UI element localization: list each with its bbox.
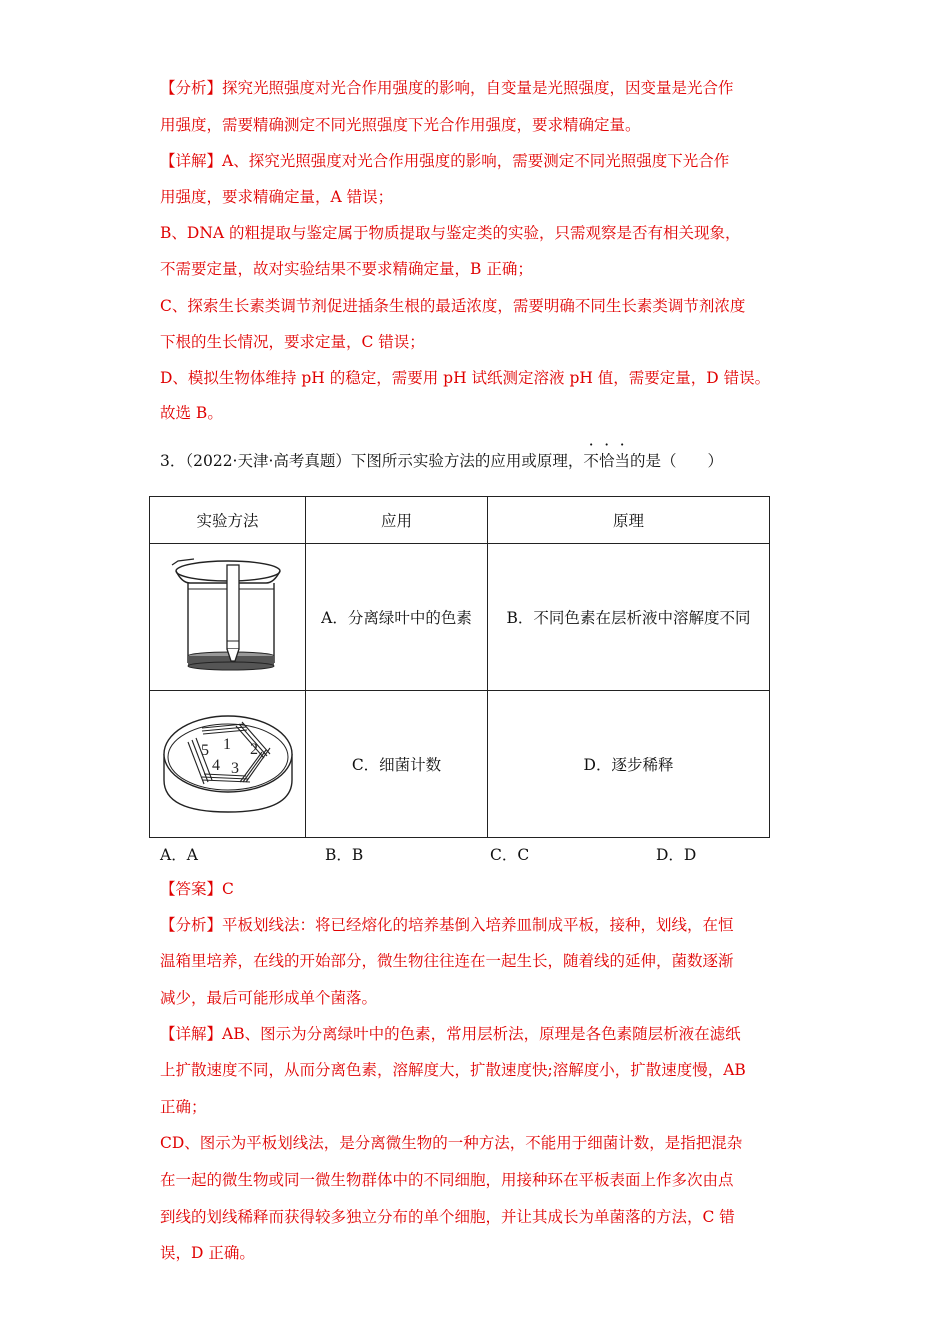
principle-b: B．不同色素在层析液中溶解度不同: [488, 544, 770, 691]
detail-2-line-5: 在一起的微生物或同一微生物群体中的不同细胞，用接种环在平板表面上作多次由点: [160, 1171, 734, 1189]
header-principle: 原理: [488, 497, 770, 544]
answer-line: 【答案】C: [160, 880, 234, 898]
detail-1-line-7: D、模拟生物体维持 pH 的稳定，需要用 pH 试纸测定溶液 pH 值，需要定量，D 错误。: [160, 369, 771, 387]
application-c: C．细菌计数: [306, 691, 488, 838]
option-d[interactable]: D．D: [656, 846, 697, 864]
detail-1-line-3: B、DNA 的粗提取与鉴定属于物质提取与鉴定类的实验，只需观察是否有相关现象，: [160, 224, 741, 242]
detail-1-line-1: 【详解】A、探究光照强度对光合作用强度的影响，需要测定不同光照强度下光合作: [160, 152, 730, 170]
header-method: 实验方法: [150, 497, 306, 544]
application-a: A．分离绿叶中的色素: [306, 544, 488, 691]
streak-plate-icon: [158, 702, 298, 822]
chromatography-figure-cell: [150, 544, 306, 691]
detail-2-line-2: 上扩散速度不同，从而分离色素，溶解度大，扩散速度快;溶解度小，扩散速度慢，AB: [160, 1061, 746, 1079]
plate-zone-4: 4: [211, 757, 220, 774]
experiment-method-table: [149, 496, 770, 838]
detail-2-line-7: 误，D 正确。: [160, 1244, 255, 1262]
detail-1-line-2: 用强度，要求精确定量，A 错误；: [160, 188, 394, 206]
table-row-chromatography: [150, 544, 770, 691]
detail-1-line-4: 不需要定量，故对实验结果不要求精确定量，B 正确；: [160, 260, 533, 278]
option-c[interactable]: C．C: [490, 846, 530, 864]
table-row-streak-plate: [150, 691, 770, 838]
emphasis-char-1: 不: [583, 452, 599, 470]
detail-1-line-8: 故选 B。: [160, 404, 223, 422]
detail-2-line-4: CD、图示为平板划线法，是分离微生物的一种方法，不能用于细菌计数，是指把混杂: [160, 1134, 743, 1152]
analysis-2-line-3: 减少，最后可能形成单个菌落。: [160, 989, 378, 1007]
option-b[interactable]: B．B: [325, 846, 364, 864]
emphasis-char-3: 当: [614, 452, 630, 470]
plate-zone-1: 1: [222, 736, 231, 753]
analysis-2-line-1: 【分析】平板划线法：将已经熔化的培养基倒入培养皿制成平板，接种，划线，在恒: [160, 916, 734, 934]
detail-1-line-6: 下根的生长情况，要求定量，C 错误；: [160, 333, 425, 351]
option-a[interactable]: A．A: [160, 846, 198, 864]
analysis-1-line-1: 【分析】探究光照强度对光合作用强度的影响，自变量是光照强度，因变量是光合作: [160, 79, 734, 97]
detail-2-line-6: 到线的划线稀释而获得较多独立分布的单个细胞，并让其成长为单菌落的方法，C 错: [160, 1208, 735, 1226]
question-3-stem-before: 3．（2022·天津·高考真题）下图所示实验方法的应用或原理，: [160, 452, 584, 470]
streak-plate-figure-cell: [150, 691, 306, 838]
header-application: 应用: [306, 497, 488, 544]
table-header-row: [150, 497, 770, 544]
plate-zone-5: 5: [200, 742, 209, 759]
question-3-stem-after: 的是（ ）: [629, 452, 723, 470]
chromatography-apparatus-icon: [168, 553, 288, 677]
plate-zone-3: 3: [230, 760, 239, 777]
emphasis-char-2: 恰: [598, 452, 615, 470]
detail-1-line-5: C、探索生长素类调节剂促进插条生根的最适浓度，需要明确不同生长素类调节剂浓度: [160, 297, 746, 315]
analysis-1-line-2: 用强度，需要精确测定不同光照强度下光合作用强度，要求精确定量。: [160, 116, 641, 134]
plate-zone-2: 2: [249, 741, 258, 758]
detail-2-line-1: 【详解】AB、图示为分离绿叶中的色素，常用层析法，原理是各色素随层析液在滤纸: [160, 1025, 741, 1043]
principle-d: D．逐步稀释: [488, 691, 770, 838]
detail-2-line-3: 正确；: [160, 1098, 207, 1116]
question-3-stem: [160, 451, 723, 471]
analysis-2-line-2: 温箱里培养，在线的开始部分，微生物往往连在一起生长，随着线的延伸，菌数逐渐: [160, 952, 734, 970]
